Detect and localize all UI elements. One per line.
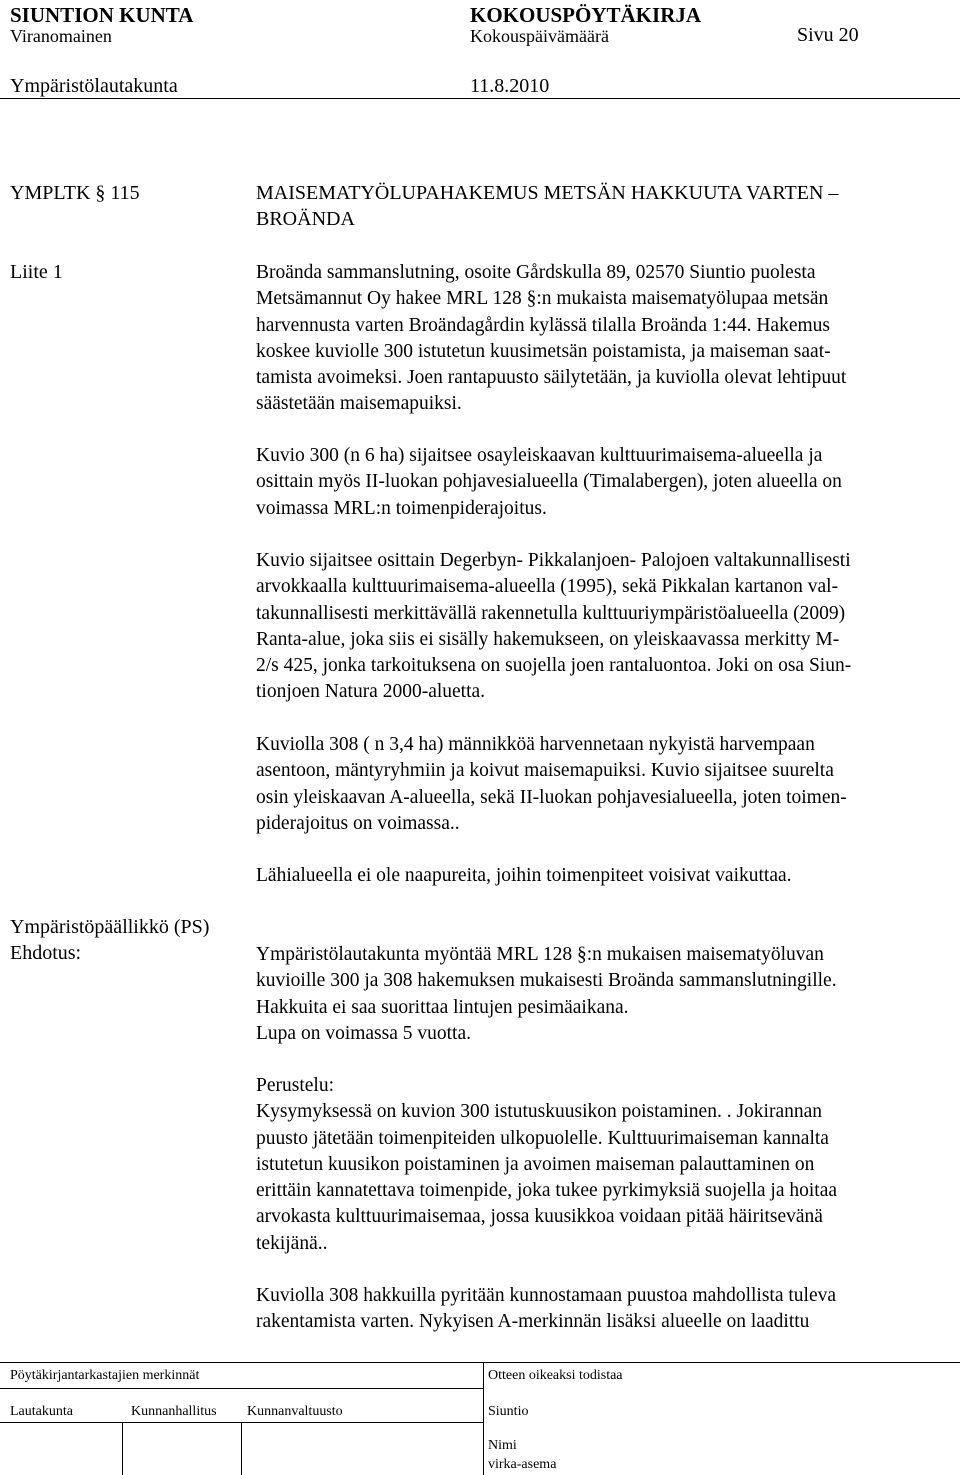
paragraph-cultural-landscape (256, 548, 956, 706)
text-line: tekijänä.. (256, 1232, 328, 1254)
attachment-label: Liite 1 (10, 261, 63, 283)
text-line: säästetään maisemapuiksi. (256, 393, 462, 415)
text-line: rakentamista varten. Nykyisen A-merkinnän lisäksi alueelle on laadittu (256, 1311, 810, 1333)
footer-col-divider-1 (122, 1422, 123, 1475)
text-line: voimassa MRL:n toimenpiderajoitus. (256, 497, 547, 519)
text-line: Kuvio 300 (n 6 ha) sijaitsee osayleiskaavan kulttuurimaisema-alueella ja (256, 445, 823, 466)
date-label: Kokouspäivämäärä (470, 26, 609, 46)
section-title-line-1: MAISEMATYÖLUPAHAKEMUS METSÄN HAKKUUTA VARTEN – (256, 182, 839, 204)
committee-name: Ympäristölautakunta (10, 75, 178, 97)
text-line: osittain myös II-luokan pohjavesialueella (Timalabergen), joten alueella on (256, 471, 842, 493)
text-line: 2/s 425, jonka tarkoituksena on suojella joen rantaluontoa. Joki on osa Siun- (256, 655, 852, 677)
proposal-text (256, 942, 956, 1047)
footer-top-line (0, 1362, 960, 1363)
footer-col-divider-2 (241, 1422, 242, 1475)
text-line: Lupa on voimassa 5 vuotta. (256, 1022, 472, 1044)
paragraph-kuvio-300 (256, 443, 956, 522)
footer-initials-line (0, 1388, 483, 1389)
footer-col-kunnanvaltuusto: Kunnanvaltuusto (247, 1404, 343, 1419)
text-line: harvennusta varten Broändagårdin kylässä tilalla Broända 1:44. Hakemus (256, 314, 830, 336)
text-line: Broända sammanslutning, osoite Gårdskulla 89, 02570 Siuntio puolesta (256, 262, 816, 283)
section-title-line-2: BROÄNDA (256, 208, 355, 230)
proposer-label: Ympäristöpäällikkö (PS) (10, 916, 210, 938)
paragraph-kuvio-308-reasoning (256, 1283, 956, 1336)
text-line: erittäin kannatettava toimenpide, joka tukee pyrkimyksiä suojella ja hoitaa (256, 1180, 838, 1202)
text-line: takunnallisesti merkittävällä rakennetulla kulttuuriympäristöalueella (2009) (256, 602, 846, 624)
footer-title-label: virka-asema (488, 1457, 557, 1472)
text-line: kuvioille 300 ja 308 hakemuksen mukaisesti Broända sammanslutningille. (256, 970, 837, 992)
text-line: Kuviolla 308 hakkuilla pyritään kunnostamaan puustoa mahdollista tuleva (256, 1285, 837, 1306)
text-line: Metsämannut Oy hakee MRL 128 §:n mukaista maisematyölupaa metsän (256, 288, 829, 310)
text-line: asentoon, mäntyryhmiin ja koivut maisemapuiksi. Kuvio sijaitsee suurelta (256, 760, 834, 782)
text-line: piderajoitus on voimassa.. (256, 812, 460, 834)
proposal-label: Ehdotus: (10, 942, 82, 964)
org-name: SIUNTION KUNTA (10, 3, 194, 27)
footer-col-lautakunta: Lautakunta (10, 1404, 73, 1419)
paragraph-kuvio-308 (256, 732, 956, 837)
footer-place: Siuntio (488, 1404, 529, 1419)
section-number: YMPLTK § 115 (10, 182, 140, 204)
header-divider (0, 98, 960, 99)
text-line: osin yleiskaavan A-alueella, sekä II-luokan pohjavesialueella, joten toimen- (256, 786, 847, 808)
reasoning-heading: Perustelu: (256, 1075, 334, 1096)
paragraph-application (256, 260, 956, 418)
page-number: Sivu 20 (797, 24, 859, 46)
text-line: tamista avoimeksi. Joen rantapuusto säilytetään, ja kuviolla olevat lehtipuut (256, 367, 847, 389)
paragraph-neighbours (256, 863, 956, 889)
certified-label: Otteen oikeaksi todistaa (488, 1368, 623, 1383)
text-line: Ranta-alue, joka siis ei sisälly hakemukseen, on yleiskaavassa merkitty M- (256, 628, 840, 650)
text-line: tionjoen Natura 2000-aluetta. (256, 681, 486, 703)
text-line: Lähialueella ei ole naapureita, joihin toimenpiteet voisivat vaikuttaa. (256, 865, 792, 886)
meeting-date: 11.8.2010 (470, 75, 550, 97)
text-line: Ympäristölautakunta myöntää MRL 128 §:n mukaisen maisematyöluvan (256, 944, 824, 965)
reasoning-block (256, 1073, 956, 1257)
document-type: KOKOUSPÖYTÄKIRJA (470, 3, 702, 27)
authority-label: Viranomainen (10, 26, 112, 46)
footer-col-kunnanhallitus: Kunnanhallitus (131, 1404, 217, 1419)
text-line: arvokkaalla kulttuurimaisema-alueella (1995), sekä Pikkalan kartanon val- (256, 576, 839, 598)
text-line: Kysymyksessä on kuvion 300 istutuskuusikon poistaminen. . Jokirannan (256, 1101, 823, 1123)
text-line: puusto jätetään toimenpiteiden ulkopuolelle. Kulttuurimaiseman kannalta (256, 1127, 829, 1149)
text-line: arvokasta kulttuurimaisemaa, jossa kuusikkoa voidaan pitää häiritsevänä (256, 1206, 823, 1228)
footer-name-label: Nimi (488, 1438, 517, 1453)
footer-center-divider (483, 1362, 484, 1475)
text-line: koskee kuviolle 300 istutetun kuusimetsän poistamista, ja maiseman saat- (256, 340, 831, 362)
text-line: Hakkuita ei saa suorittaa lintujen pesimäaikana. (256, 996, 629, 1018)
initials-label: Pöytäkirjantarkastajien merkinnät (10, 1368, 200, 1383)
text-line: Kuviolla 308 ( n 3,4 ha) männikköä harvennetaan nykyistä harvempaan (256, 734, 815, 755)
text-line: istutetun kuusikon poistaminen ja avoimen maiseman palauttaminen on (256, 1153, 815, 1175)
text-line: Kuvio sijaitsee osittain Degerbyn- Pikkalanjoen- Palojoen valtakunnallisesti (256, 550, 851, 571)
